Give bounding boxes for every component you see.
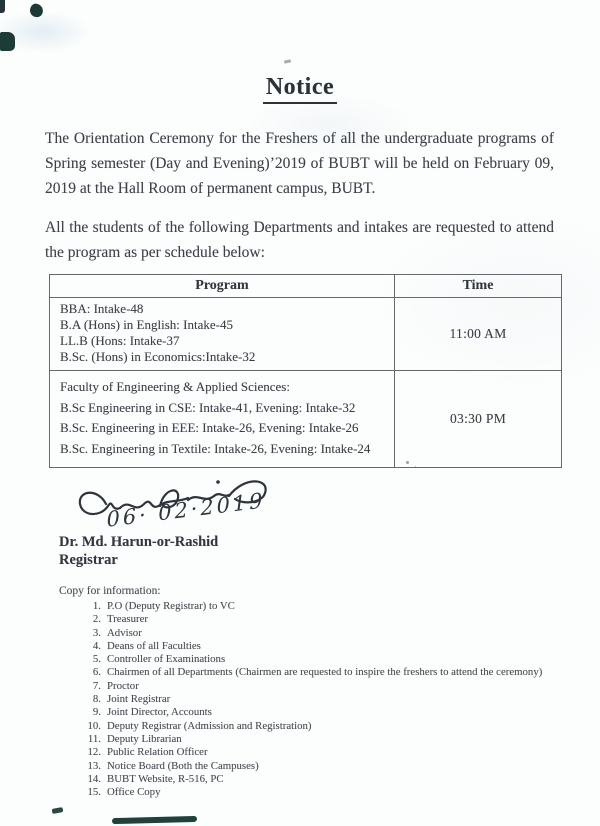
copy-list-item: Proctor [107, 679, 139, 692]
copy-list-item: Treasurer [107, 613, 148, 626]
copy-list-item: Deans of all Faculties [107, 639, 201, 652]
signatory-name: Dr. Md. Harun-or-Rashid [59, 534, 219, 550]
table-row [50, 371, 562, 468]
copy-list-item: P.O (Deputy Registrar) to VC [107, 600, 235, 612]
signatory-block [59, 534, 600, 569]
scan-artifact-mark-top [28, 2, 44, 18]
copy-list-heading: Copy for information: [59, 585, 161, 597]
copy-list-item: Chairmen of all Departments (Chairmen are requested to inspire the freshers to attend the ceremony) [107, 666, 543, 679]
program-cell [50, 298, 395, 371]
paragraph-line: the program as per schedule below: [45, 244, 265, 261]
copy-list-item: BUBT Website, R-516, PC [107, 772, 224, 785]
program-cell [50, 371, 395, 468]
title-wrap [0, 74, 600, 104]
scan-artifact-mark-left [0, 32, 15, 51]
copy-list-item: Controller of Examinations [107, 653, 226, 666]
copy-list [59, 600, 600, 799]
copy-for-information-section [59, 585, 600, 799]
scan-artifact-corner [0, 0, 5, 13]
copy-list-item: Joint Registrar [107, 693, 171, 706]
copy-list-item: Office Copy [107, 786, 161, 799]
scan-artifact-dash-above-title [284, 59, 291, 63]
notice-paragraph-1 [45, 126, 554, 201]
program-line: B.Sc. Engineering in EEE: Intake-26, Evening: Intake-26 [60, 420, 359, 435]
paragraph-line: All the students of the following Departments and intakes are requested to attend [45, 219, 554, 236]
signature-date: 06· 02·2019 [105, 488, 266, 532]
page-title: Notice [263, 74, 337, 104]
signatory-designation: Registrar [59, 551, 118, 568]
schedule-table [49, 274, 562, 468]
copy-list-item: Notice Board (Both the Campuses) [107, 759, 259, 772]
column-header-time: Time [395, 275, 562, 298]
program-line: Faculty of Engineering & Applied Sciences: [60, 379, 290, 394]
program-line: B.Sc. Engineering in Textile: Intake-26, Evening: Intake-24 [60, 440, 371, 456]
scan-artifact-dots [406, 461, 409, 464]
table-row [50, 298, 562, 371]
copy-list-item: Advisor [107, 626, 142, 639]
time-cell: 03:30 PM [395, 371, 562, 468]
program-line: BBA: Intake-48 [60, 301, 144, 316]
signature-block [58, 476, 600, 530]
program-line: B.Sc Engineering in CSE: Intake-41, Evening: Intake-32 [60, 399, 356, 415]
paragraph-line: 2019 at the Hall Room of permanent campus, BUBT. [45, 180, 376, 197]
program-line: LL.B (Hons: Intake-37 [60, 333, 180, 348]
scan-artifact-dash-bottom [52, 807, 64, 814]
table-header-row [50, 275, 562, 298]
column-header-program: Program [50, 275, 395, 298]
program-line: B.A (Hons) in English: Intake-45 [60, 317, 233, 332]
paragraph-line: The Orientation Ceremony for the Freshers of all the undergraduate programs of [45, 130, 554, 147]
time-cell: 11:00 AM [395, 298, 562, 371]
notice-paragraph-2 [45, 215, 554, 265]
copy-list-item: Public Relation Officer [107, 746, 208, 759]
copy-list-item: Deputy Registrar (Admission and Registration) [107, 719, 312, 732]
copy-list-item: Joint Director, Accounts [107, 706, 212, 719]
copy-list-item: Deputy Librarian [107, 732, 182, 745]
program-line: B.Sc. (Hons) in Economics:Intake-32 [60, 349, 256, 364]
paragraph-line: Spring semester (Day and Evening)’2019 of BUBT will be held on February 09, [45, 155, 554, 172]
scan-artifact-line-bottom [112, 816, 197, 824]
